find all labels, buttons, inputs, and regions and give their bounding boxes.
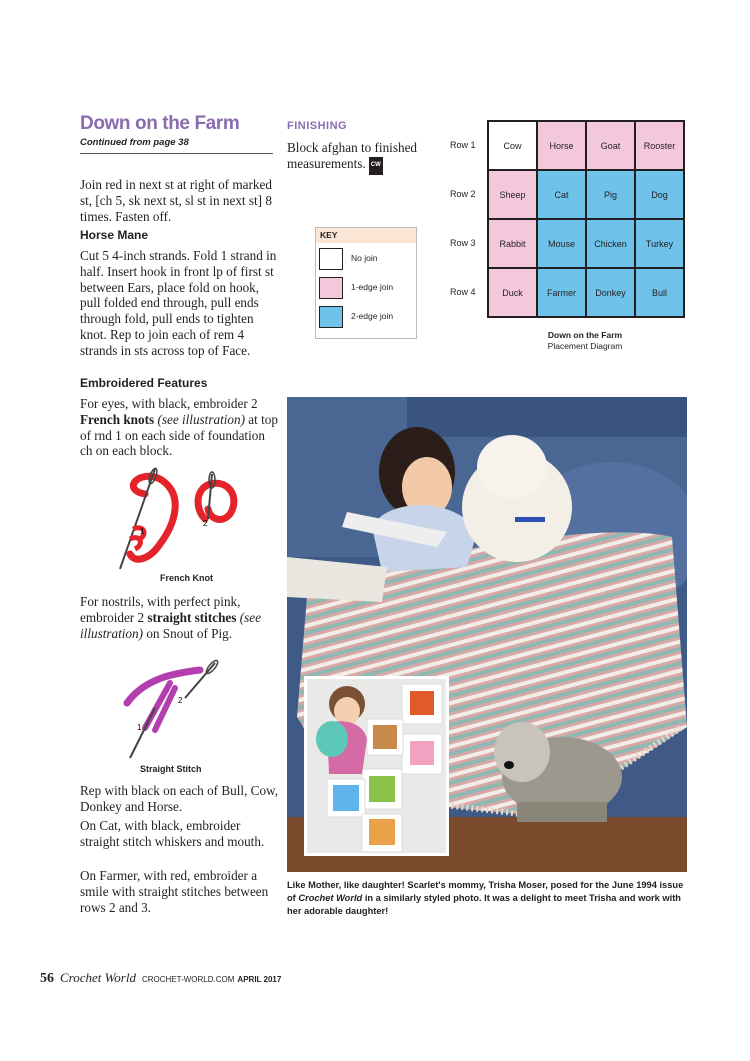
key-item — [319, 277, 414, 299]
row-label: Row 4 — [450, 287, 476, 297]
rep-black-paragraph: Rep with black on each of Bull, Cow, Donkey and Horse. — [80, 783, 279, 814]
french-knot-illustration — [100, 464, 250, 584]
embroidered-heading: Embroidered Features — [80, 376, 208, 390]
grid-cell: Mouse — [537, 219, 586, 268]
grid-cell: Horse — [537, 121, 586, 170]
magazine-url: CROCHET-WORLD.COM — [141, 975, 235, 984]
key-swatch — [319, 277, 343, 299]
grid-cell: Cat — [537, 170, 586, 219]
finishing-heading: FINISHING — [287, 120, 348, 132]
straight-stitch-illustration — [115, 658, 235, 763]
key-item — [319, 248, 414, 270]
grid-cell: Dog — [635, 170, 684, 219]
key-box — [315, 227, 417, 339]
row-label: Row 2 — [450, 189, 476, 199]
issue-date: APRIL 2017 — [237, 975, 282, 984]
ss-step-2: 2 — [178, 696, 183, 705]
magazine-name: Crochet World — [60, 970, 136, 985]
fk-step-1: 1 — [140, 527, 145, 536]
placement-caption-sub: Placement Diagram — [547, 341, 623, 351]
key-swatch — [319, 306, 343, 328]
article-title: Down on the Farm — [80, 113, 240, 134]
row-label: Row 3 — [450, 238, 476, 248]
intro-paragraph: Join red in next st at right of marked st, [ch 5, sk next st, sl st in next st] 8 times. Fasten off. — [80, 177, 272, 224]
placement-caption-title: Down on the Farm — [547, 330, 623, 340]
page-number: 56 — [40, 971, 54, 986]
title-rule — [80, 153, 273, 154]
horse-mane-paragraph: Cut 5 4-inch strands. Fold 1 strand in half. Insert hook in front lp of first st between Ears, place fold on hook, pull folded end through, pull ends through fold, pull ends to tighten knot. Rep to join each of rem 4 strands in sts across top of Face. — [80, 248, 277, 358]
photo-caption: Like Mother, like daughter! Scarlet's mommy, Trisha Moser, posed for the June 1994 issue of Crochet World in a similarly styled photo. It was a delight to meet Trisha and work with her adorable daughter! — [287, 880, 684, 916]
grid-cell: Goat — [586, 121, 635, 170]
grid-cell: Rooster — [635, 121, 684, 170]
placement-caption — [487, 330, 683, 352]
finishing-text: Block afghan to finished measurements. CW — [287, 140, 437, 175]
inset-photo — [304, 676, 449, 856]
key-label: No join — [351, 253, 378, 263]
key-item — [319, 306, 414, 328]
fk-step-2: 2 — [203, 519, 208, 528]
farmer-paragraph: On Farmer, with red, embroider a smile with straight stitches between rows 2 and 3. — [80, 868, 269, 915]
grid-cell: Farmer — [537, 268, 586, 317]
key-heading: KEY — [316, 228, 416, 243]
row-label: Row 1 — [450, 140, 476, 150]
grid-cell: Pig — [586, 170, 635, 219]
cat-paragraph: On Cat, with black, embroider straight stitch whiskers and mouth. — [80, 818, 265, 849]
grid-cell: Bull — [635, 268, 684, 317]
grid-cell: Chicken — [586, 219, 635, 268]
grid-cell: Turkey — [635, 219, 684, 268]
continued-note: Continued from page 38 — [80, 137, 189, 148]
straight-stitch-caption: Straight Stitch — [140, 764, 202, 774]
key-label: 2-edge join — [351, 311, 394, 321]
grid-cell: Rabbit — [488, 219, 537, 268]
grid-cell: Cow — [488, 121, 537, 170]
eyes-paragraph: For eyes, with black, embroider 2 French knots (see illustration) at top of rnd 1 on each side of foundation ch on each block. — [80, 396, 278, 459]
grid-cell: Duck — [488, 268, 537, 317]
key-swatch — [319, 248, 343, 270]
nostrils-paragraph: For nostrils, with perfect pink, embroider 2 straight stitches (see illustration) on Snout of Pig. — [80, 594, 261, 641]
horse-mane-heading: Horse Mane — [80, 228, 149, 242]
grid-cell: Sheep — [488, 170, 537, 219]
grid-cell: Donkey — [586, 268, 635, 317]
page-footer — [40, 970, 281, 987]
placement-grid — [487, 120, 685, 318]
cw-badge: CW — [369, 157, 383, 175]
key-label: 1-edge join — [351, 282, 394, 292]
ss-step-1: 1 — [137, 723, 142, 732]
french-knot-caption: French Knot — [160, 573, 213, 583]
